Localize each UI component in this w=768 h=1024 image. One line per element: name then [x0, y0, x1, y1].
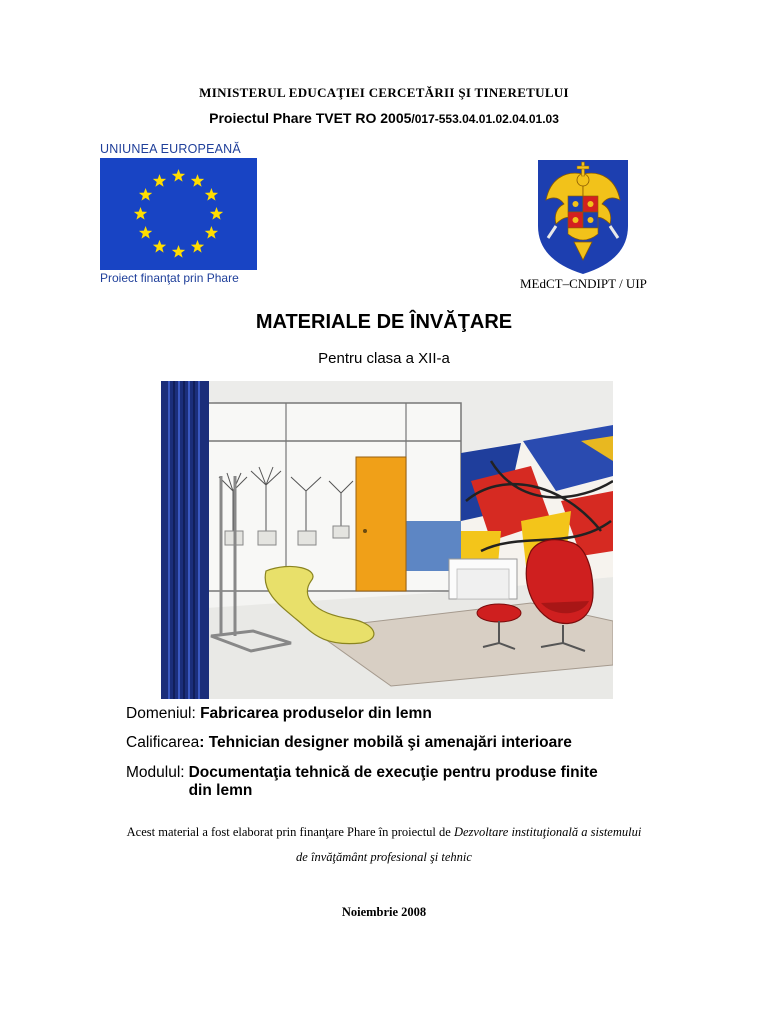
domain-label: Domeniul: — [126, 705, 201, 722]
eu-star-icon — [139, 226, 152, 239]
eu-star-icon — [139, 188, 152, 201]
funding-line2 — [0, 845, 768, 870]
module-line — [126, 764, 726, 800]
project-prefix: Proiectul Phare TVET RO 2005 — [209, 110, 412, 126]
funding-line1 — [0, 820, 768, 845]
interior-illustration — [161, 381, 613, 699]
eu-star-icon — [153, 240, 166, 253]
romania-coat-of-arms-icon — [534, 156, 632, 276]
eu-logo — [100, 142, 258, 285]
coat-of-arms-caption: MEdCT–CNDIPT / UIP — [520, 276, 647, 291]
project-code: /017-553.04.01.02.04.01.03 — [411, 112, 559, 126]
eu-logo-title: UNIUNEA EUROPEANĂ — [100, 142, 241, 156]
eu-logo-caption: Proiect finanţat prin Phare — [100, 271, 239, 285]
eu-star-icon — [191, 240, 204, 253]
document-title: MATERIALE DE ÎNVĂŢARE — [255, 311, 513, 333]
module-label: Modulul: — [126, 764, 185, 781]
eu-star-icon — [191, 174, 204, 187]
module-value-line1: Documentaţia tehnică de execuţie pentru produse finite — [188, 764, 598, 781]
funding-italic-line2: de învăţământ profesional şi tehnic — [296, 850, 472, 864]
module-value-line2: din lemn — [188, 782, 253, 799]
module-value — [189, 764, 598, 800]
domain-line — [126, 705, 432, 723]
eu-star-icon — [205, 226, 218, 239]
document-subtitle: Pentru clasa a XII-a — [318, 350, 450, 367]
project-title — [0, 110, 768, 126]
funding-note — [0, 820, 768, 870]
eu-star-icon — [134, 207, 147, 220]
qualification-label: Calificarea — [126, 734, 200, 751]
ministry-name: MINISTERUL EDUCAŢIEI CERCETĂRII ŞI TINERETULUI — [199, 85, 569, 100]
funding-italic-line1: Dezvoltare instituţională a sistemului — [453, 825, 642, 839]
qualification-value: : Tehnician designer mobilă şi amenajări interioare — [199, 734, 572, 751]
funding-prefix: Acest material a fost elaborat prin finanţare Phare în proiectul de — [126, 825, 454, 839]
publication-date: Noiembrie 2008 — [341, 905, 427, 919]
eu-flag-icon — [100, 158, 257, 270]
eu-star-icon — [172, 169, 185, 182]
eu-star-icon — [205, 188, 218, 201]
eu-star-icon — [172, 245, 185, 258]
domain-value: Fabricarea produselor din lemn — [200, 705, 432, 722]
qualification-line — [126, 734, 572, 752]
eu-stars — [100, 158, 257, 270]
eu-star-icon — [210, 207, 223, 220]
eu-star-icon — [153, 174, 166, 187]
